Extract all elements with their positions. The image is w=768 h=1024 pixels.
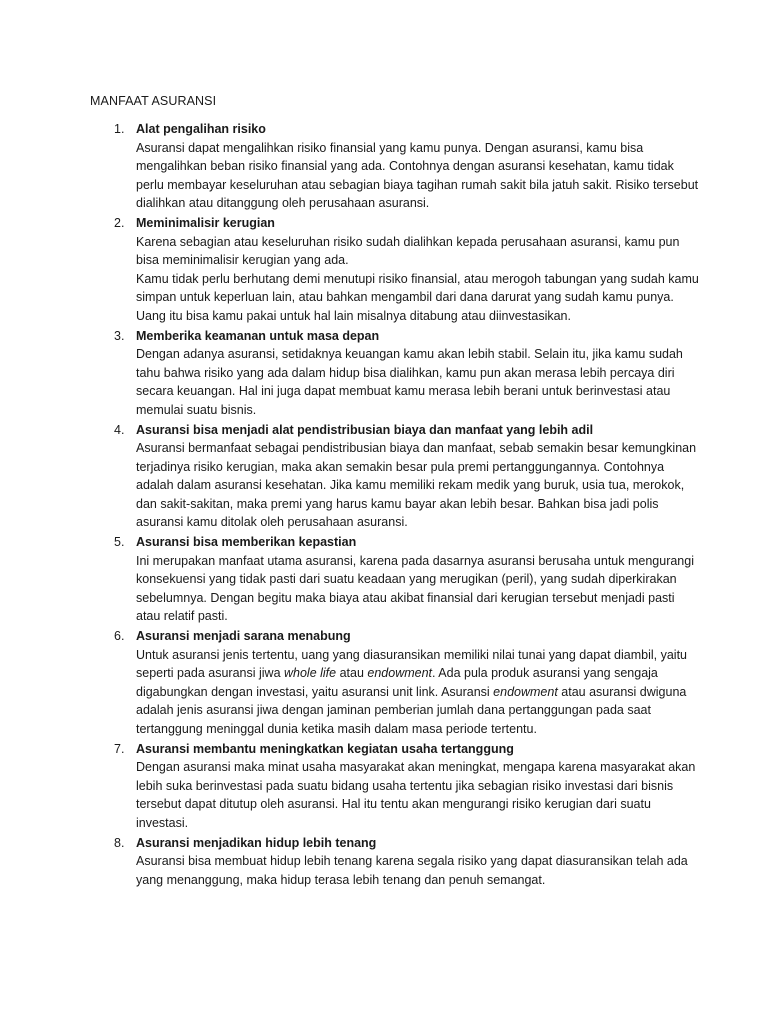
item-heading: Asuransi membantu meningkatkan kegiatan usaha tertanggung (136, 741, 514, 756)
text-run: . Ada pula produk asuransi yang sengaja digabungkan dengan investasi, yaitu asuransi unit link. Asuransi (136, 666, 658, 699)
item-number: 3. (114, 328, 125, 343)
benefits-list (90, 120, 700, 890)
item-heading: Asuransi bisa menjadi alat pendistribusian biaya dan manfaat yang lebih adil (136, 422, 594, 437)
item-number: 4. (114, 422, 125, 437)
text-run: atau asuransi dwiguna adalah jenis asuransi jiwa dengan jaminan pemberian jumlah dana pertanggungan pada saat tertanggung meninggal dunia ketika masih dalam masa periode tertentu. (136, 684, 687, 736)
italic-term: endowment (493, 684, 558, 699)
item-number: 7. (114, 741, 125, 756)
italic-term: endowment (367, 666, 433, 681)
list-item (90, 834, 700, 890)
item-heading: Meminimalisir kerugian (136, 215, 275, 230)
item-number: 2. (114, 215, 125, 230)
item-number: 5. (114, 535, 125, 550)
item-paragraph: Asuransi dapat mengalihkan risiko finansial yang kamu punya. Dengan asuransi, kamu bisa mengalihkan beban risiko finansial yang ada. Contohnya dengan asuransi kesehatan, kamu tidak perlu membayar keseluruhan atau sebagian biaya tagihan rumah sakit bila jatuh sakit. Risiko tersebut dialihkan atau ditanggung oleh perusahaan asuransi. (136, 140, 699, 211)
item-paragraph: Dengan asuransi maka minat usaha masyarakat akan meningkat, mengapa karena masyarakat akan lebih suka berinvestasi pada suatu bidang usaha tertentu jika sebagian risiko investasi dari bisnis tersebut dapat ditutup oleh asuransi. Hal itu tentu akan mengurangi risiko kerugian dari suatu investasi. (136, 760, 696, 830)
list-item (90, 533, 700, 626)
list-item (90, 120, 700, 213)
item-number: 1. (114, 122, 125, 136)
item-heading: Asuransi menjadikan hidup lebih tenang (136, 835, 377, 850)
item-paragraph: Kamu tidak perlu berhutang demi menutupi risiko finansial, atau merogoh tabungan yang sudah kamu simpan untuk keperluan lain, atau bahkan mengambil dari dana darurat yang sudah kamu punya. Uang itu bisa kamu pakai untuk hal lain misalnya ditabung atau diinvestasikan. (136, 271, 699, 323)
list-item (90, 627, 700, 739)
item-paragraph (136, 646, 700, 739)
item-heading: Asuransi bisa memberikan kepastian (136, 535, 357, 550)
item-paragraph: Karena sebagian atau keseluruhan risiko sudah dialihkan kepada perusahaan asuransi, kamu pun bisa meminimalisir kerugian yang ada. (136, 234, 680, 268)
italic-term: whole life (284, 666, 337, 681)
text-run: atau (336, 666, 368, 681)
item-paragraph: Asuransi bisa membuat hidup lebih tenang karena segala risiko yang dapat diasuransikan telah ada yang menanggung, maka hidup terasa lebih tenang dan penuh semangat. (136, 854, 688, 887)
list-item (90, 214, 700, 326)
item-paragraph: Dengan adanya asuransi, setidaknya keuangan kamu akan lebih stabil. Selain itu, jika kamu sudah tahu bahwa risiko yang ada dalam hidup bisa dialihkan, kamu pun akan merasa lebih percaya diri secara keuangan. Hal ini juga dapat membuat kamu merasa lebih berani untuk berinvestasi atau memulai suatu bisnis. (136, 347, 683, 417)
item-number: 8. (114, 835, 125, 850)
list-item (90, 327, 700, 420)
list-item (90, 740, 700, 833)
list-item (90, 421, 700, 533)
item-number: 6. (114, 629, 125, 644)
item-paragraph: Ini merupakan manfaat utama asuransi, karena pada dasarnya asuransi berusaha untuk mengurangi konsekuensi yang tidak pasti dari suatu keadaan yang merugikan (peril), yang sudah diperkirakan sebelumnya. Dengan begitu maka biaya atau akibat finansial dari kerugian tersebut menjadi pasti atau relatif pasti. (136, 553, 694, 624)
text-run: Untuk asuransi jenis tertentu, uang yang diasuransikan memiliki nilai tunai yang dapat diambil, yaitu seperti pada asuransi jiwa (136, 647, 688, 681)
item-heading: Asuransi menjadi sarana menabung (136, 629, 351, 644)
document-title: MANFAAT ASURANSI (90, 94, 217, 108)
item-paragraph: Asuransi bermanfaat sebagai pendistribusian biaya dan manfaat, sebab semakin besar kemungkinan terjadinya risiko kerugian, maka akan semakin besar pula premi pertanggungannya. Contohnya adalah dalam asuransi kesehatan. Jika kamu memiliki rekam medik yang buruk, usia tua, merokok, dan sakit-sakitan, maka premi yang harus kamu bayar akan lebih besar. Bahkan bisa jadi polis asuransi kamu ditolak oleh perusahaan asuransi. (136, 441, 697, 530)
item-heading: Memberika keamanan untuk masa depan (136, 328, 380, 343)
item-heading: Alat pengalihan risiko (136, 122, 266, 136)
